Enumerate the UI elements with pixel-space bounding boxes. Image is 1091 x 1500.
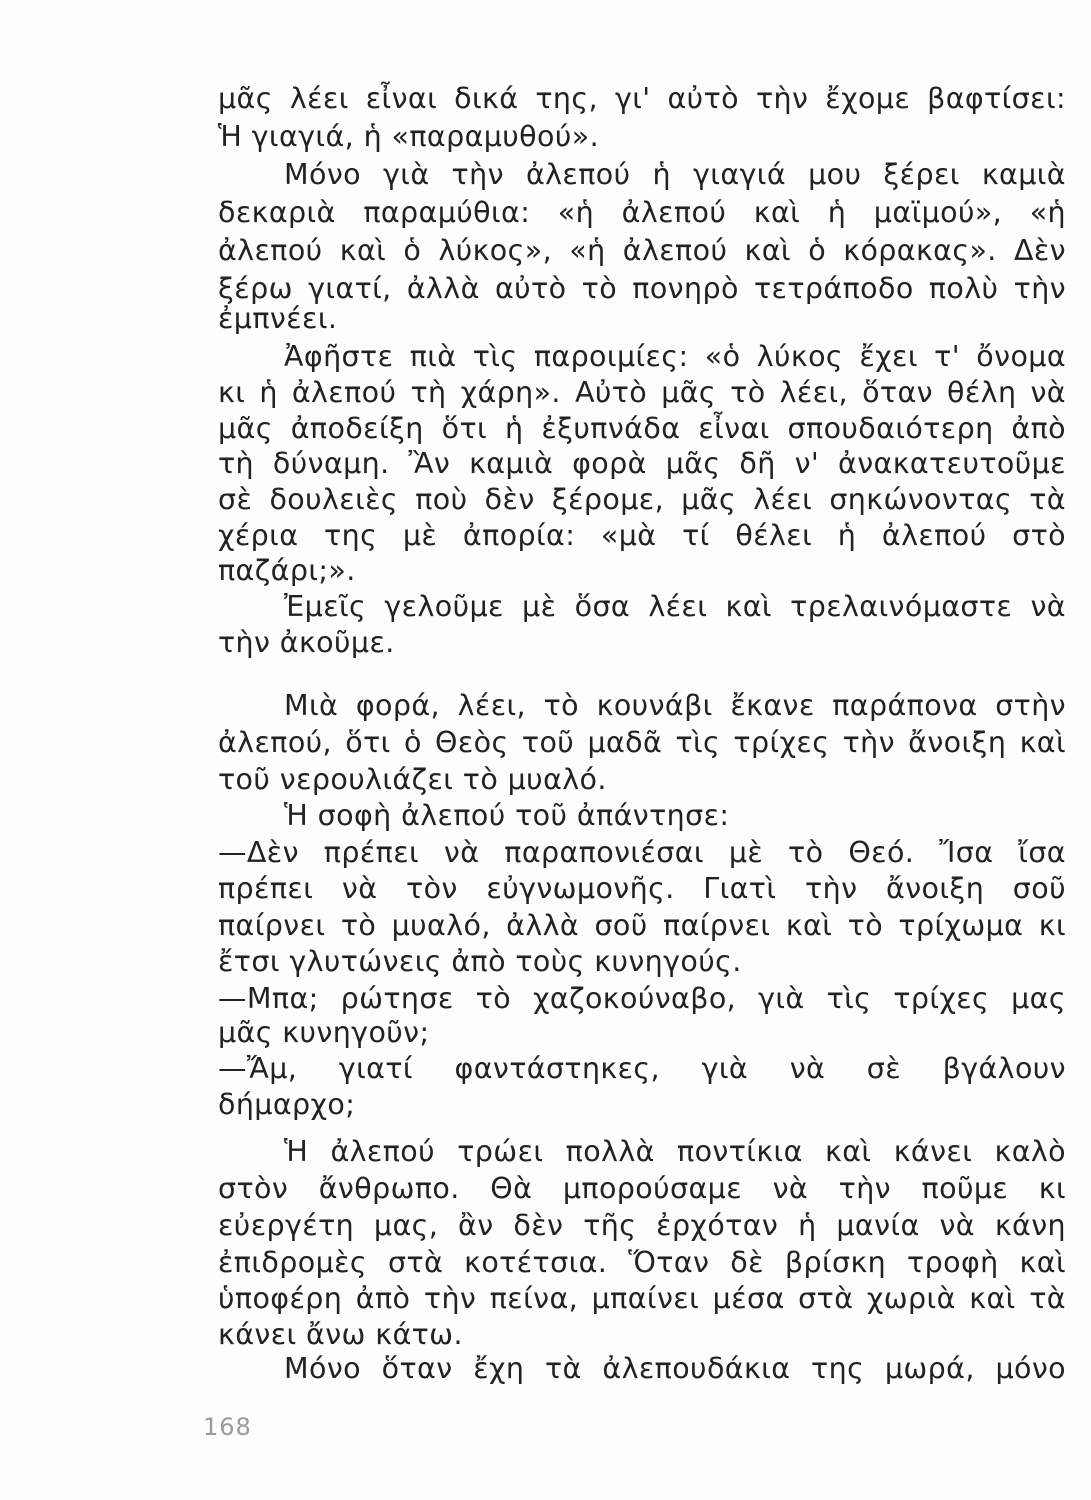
text-line: Ἡ γιαγιά, ἡ «παραμυθού». <box>218 120 600 153</box>
page-number: 168 <box>203 1413 252 1441</box>
text-line: —Δὲν πρέπει νὰ παραπονιέσαι μὲ τὸ Θεό. Ἴσα ἴσα <box>218 836 1066 869</box>
text-line: τὴ δύναμη. Ἂν καμιὰ φορὰ μᾶς δῆ ν' ἀνακατευτοῦμε <box>218 447 1066 480</box>
text-line: πρέπει νὰ τὸν εὐγνωμονῆς. Γιατὶ τὴν ἄνοιξη σοῦ <box>218 872 1066 905</box>
text-line: τοῦ νερουλιάζει τὸ μυαλό. <box>218 763 607 796</box>
text-line: Ἡ ἀλεπού τρώει πολλὰ ποντίκια καὶ κάνει καλὸ <box>284 1135 1066 1168</box>
text-line: ἐμπνέει. <box>218 302 338 335</box>
text-line: —Ἄμ, γιατί φαντάστηκες, γιὰ νὰ σὲ βγάλουν <box>218 1052 1066 1085</box>
text-line: Ἐμεῖς γελοῦμε μὲ ὅσα λέει καὶ τρελαινόμαστε νὰ <box>284 590 1066 623</box>
text-line: ὑποφέρη ἀπὸ τὴν πείνα, μπαίνει μέσα στὰ χωριὰ καὶ τὰ <box>218 1282 1066 1315</box>
text-line: παζάρι;». <box>218 554 356 587</box>
text-line: —Μπα; ρώτησε τὸ χαζοκούναβο, γιὰ τὶς τρίχες μας <box>218 982 1066 1015</box>
text-line: ἐπιδρομὲς στὰ κοτέτσια. Ὅταν δὲ βρίσκη τροφὴ καὶ <box>218 1246 1066 1279</box>
text-line: κάνει ἄνω κάτω. <box>218 1318 463 1351</box>
text-line: παίρνει τὸ μυαλό, ἀλλὰ σοῦ παίρνει καὶ τὸ τρίχωμα κι <box>218 909 1066 942</box>
text-line: δήμαρχο; <box>218 1088 356 1121</box>
text-line: ἀλεπού, ὅτι ὁ Θεὸς τοῦ μαδᾶ τὶς τρίχες τὴν ἄνοιξη καὶ <box>218 726 1066 759</box>
text-line: μᾶς κυνηγοῦν; <box>218 1016 430 1049</box>
text-line: ἀλεπού καὶ ὁ λύκος», «ἡ ἀλεπού καὶ ὁ κόρακας». Δὲν <box>218 234 1066 267</box>
text-line: στὸν ἄνθρωπο. Θὰ μπορούσαμε νὰ τὴν ποῦμε κι <box>218 1172 1066 1205</box>
text-line: εὐεργέτη μας, ἂν δὲν τῆς ἐρχόταν ἡ μανία νὰ κάνη <box>218 1209 1066 1242</box>
text-line: χέρια της μὲ ἀπορία: «μὰ τί θέλει ἡ ἀλεπού στὸ <box>218 519 1066 552</box>
text-line: ἔτσι γλυτώνεις ἀπὸ τοὺς κυνηγούς. <box>218 945 742 978</box>
text-line: Μιὰ φορά, λέει, τὸ κουνάβι ἔκανε παράπονα στὴν <box>284 689 1066 722</box>
text-line: Μόνο ὅταν ἔχη τὰ ἀλεπουδάκια της μωρά, μόνο <box>284 1352 1066 1385</box>
text-line: δεκαριὰ παραμύθια: «ἡ ἀλεπού καὶ ἡ μαϊμού», «ἡ <box>218 196 1066 229</box>
text-line: Ἡ σοφὴ ἀλεπού τοῦ ἀπάντησε: <box>284 799 730 832</box>
text-line: τὴν ἀκοῦμε. <box>218 626 395 659</box>
text-line: μᾶς ἀποδείξη ὅτι ἡ ἐξυπνάδα εἶναι σπουδαιότερη ἀπὸ <box>218 412 1066 445</box>
text-line: Ἀφῆστε πιὰ τὶς παροιμίες: «ὁ λύκος ἔχει τ' ὄνομα <box>284 340 1066 373</box>
text-line: Μόνο γιὰ τὴν ἀλεπού ἡ γιαγιά μου ξέρει καμιὰ <box>284 158 1066 191</box>
text-line: ξέρω γιατί, ἀλλὰ αὐτὸ τὸ πονηρὸ τετράποδο πολὺ τὴν <box>218 272 1066 305</box>
text-line: κι ἡ ἀλεπού τὴ χάρη». Αὐτὸ μᾶς τὸ λέει, ὅταν θέλη νὰ <box>218 376 1066 409</box>
text-line: μᾶς λέει εἶναι δικά της, γι' αὐτὸ τὴν ἔχομε βαφτίσει: <box>218 82 1066 115</box>
text-line: σὲ δουλειὲς ποὺ δὲν ξέρομε, μᾶς λέει σηκώνοντας τὰ <box>218 483 1066 516</box>
